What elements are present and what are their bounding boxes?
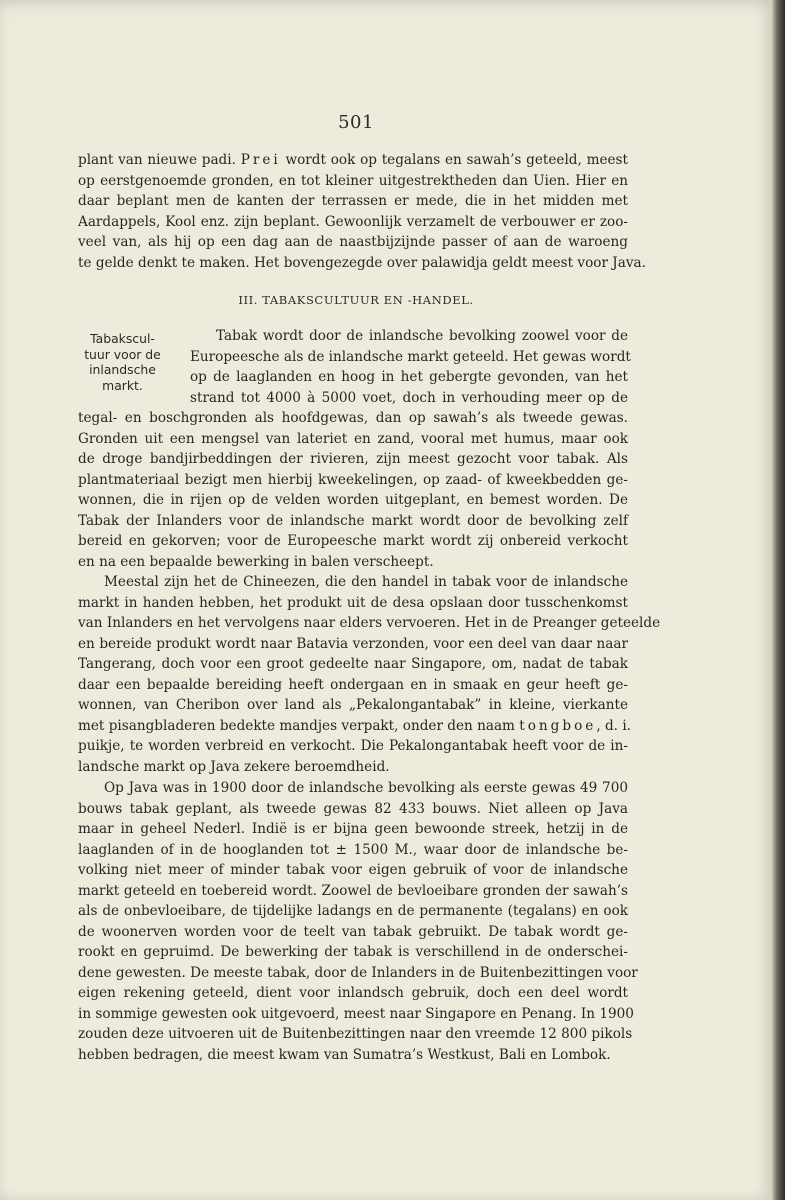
text-line: Tabak wordt door de inlandsche bevolking zoowel voor de xyxy=(216,328,628,344)
text-line: wonnen, die in rijen op de velden worden uitgeplant, en bemest worden. De xyxy=(78,492,628,508)
text-line: en bereide produkt wordt naar Batavia verzonden, voor een deel van daar naar xyxy=(78,635,628,652)
text-line: bereid en gekorven; voor de Europeesche markt wordt zij onbereid verkocht xyxy=(78,533,628,549)
text-line: als de onbevloeibare, de tijdelijke ladangs en de permanente (tegalans) en ook xyxy=(78,903,628,919)
text-line: daar een bepaalde bereiding heeft ondergaan en in smaak en geur heeft ge- xyxy=(78,676,628,693)
text-line: tegal- en boschgronden als hoofdgewas, dan op sawah’s als tweede gewas. xyxy=(78,410,628,426)
text-line: Europeesche als de inlandsche markt geteeld. Het gewas wordt xyxy=(190,348,631,365)
paragraph-2 xyxy=(78,572,661,777)
text-line: markt in handen hebben, het produkt uit de desa opslaan door tusschenkomst xyxy=(78,594,628,611)
text-line: veel van, als hij op een dag aan de naastbijzijnde passer of aan de waroeng xyxy=(78,234,628,250)
page-edge-shadow xyxy=(772,0,785,1200)
text-line: Op Java was in 1900 door de inlandsche bevolking als eerste gewas 49 700 xyxy=(104,780,628,796)
margin-note-line: tuur voor de xyxy=(84,346,161,362)
text-line: Tangerang, doch voor een groot gedeelte naar Singapore, om, nadat de tabak xyxy=(78,656,628,672)
text-line: op eerstgenoemde gronden, en tot kleiner uitgestrektheden dan Uien. Hier en xyxy=(78,172,628,189)
spaced-word: tongboe xyxy=(519,717,597,734)
text-line: plantmateriaal bezigt men hierbij kweekelingen, op zaad- of kweekbedden ge- xyxy=(78,471,628,488)
text-line: volking niet meer of minder tabak voor eigen gebruik of voor de inlandsche xyxy=(78,862,628,878)
margin-note xyxy=(75,331,170,393)
top-paragraph xyxy=(78,150,646,273)
text-line: zouden deze uitvoeren uit de Buitenbezittingen naar den vreemde 12 800 pikols xyxy=(78,1026,633,1042)
text-line: Tabak der Inlanders voor de inlandsche markt wordt door de bevolking zelf xyxy=(78,512,628,529)
margin-note-line: Tabakscul- xyxy=(90,331,155,346)
text-line: met pisangbladeren bedekte mandjes verpakt, onder den naam tongboe, d. i. xyxy=(78,717,631,734)
text-line: de droge bandjirbeddingen der rivieren, zijn meest gezocht voor tabak. Als xyxy=(78,451,628,467)
text-line: landsche markt op Java zekere beroemdheid. xyxy=(78,758,390,775)
paragraph-3 xyxy=(78,778,638,1065)
text-line: te gelde denkt te maken. Het bovengezegde over palawidja geldt meest voor Java. xyxy=(78,254,646,271)
text-line: laaglanden of in de hooglanden tot ± 1500 M., waar door de inlandsche be- xyxy=(78,841,628,858)
text-line: in sommige gewesten ook uitgevoerd, meest naar Singapore en Penang. In 1900 xyxy=(78,1005,634,1022)
indented-paragraph xyxy=(190,326,631,408)
text-line: strand tot 4000 à 5000 voet, doch in verhouding meer op de xyxy=(190,389,628,406)
margin-note-line: inlandsche xyxy=(89,362,156,377)
spaced-word: Prei xyxy=(240,152,281,168)
text-line: van Inlanders en het vervolgens naar elders vervoeren. Het in de Preanger geteelde xyxy=(78,615,661,631)
section-heading: III. TABAKSCULTUUR EN -HANDEL. xyxy=(238,293,474,307)
text-line: Aardappels, Kool enz. zijn beplant. Gewoonlijk verzamelt de verbouwer er zoo- xyxy=(78,213,628,230)
text-line: maar in geheel Nederl. Indië is er bijna geen bewoonde streek, hetzij in de xyxy=(78,821,628,837)
text-line: markt geteeld en toebereid wordt. Zoowel de bevloeibare gronden der sawah’s xyxy=(78,882,628,899)
text-line: op de laaglanden en hoog in het gebergte gevonden, van het xyxy=(190,369,628,385)
text-line: Gronden uit een mengsel van lateriet en zand, vooral met humus, maar ook xyxy=(78,430,628,447)
text-line: daar beplant men de kanten der terrassen er mede, die in het midden met xyxy=(78,193,628,209)
text-line: rookt en gepruimd. De bewerking der tabak is verschillend in de onderschei- xyxy=(78,944,628,960)
margin-note-line: markt. xyxy=(102,377,143,393)
text-line: bouws tabak geplant, als tweede gewas 82 433 bouws. Niet alleen op Java xyxy=(78,800,628,817)
page-number: 501 xyxy=(338,112,374,133)
text-line: eigen rekening geteeld, dient voor inlandsch gebruik, doch een deel wordt xyxy=(78,985,628,1001)
text-line: hebben bedragen, die meest kwam van Sumatra’s Westkust, Bali en Lombok. xyxy=(78,1046,611,1063)
text-line: en na een bepaalde bewerking in balen verscheept. xyxy=(78,553,434,570)
text-line: dene gewesten. De meeste tabak, door de Inlanders in de Buitenbezittingen voor xyxy=(78,964,638,981)
text-line: wonnen, van Cheribon over land als „Pekalongantabak” in kleine, vierkante xyxy=(78,697,628,713)
text-line: de woonerven worden voor de teelt van tabak gebruikt. De tabak wordt ge- xyxy=(78,923,628,940)
text-line: puikje, te worden verbreid en verkocht. Die Pekalongantabak heeft voor de in- xyxy=(78,738,628,754)
text-line: Meestal zijn het de Chineezen, die den handel in tabak voor de inlandsche xyxy=(104,574,628,590)
paragraph-1 xyxy=(78,408,628,572)
text-line: plant van nieuwe padi. Prei wordt ook op tegalans en sawah’s geteeld, meest xyxy=(78,152,628,168)
